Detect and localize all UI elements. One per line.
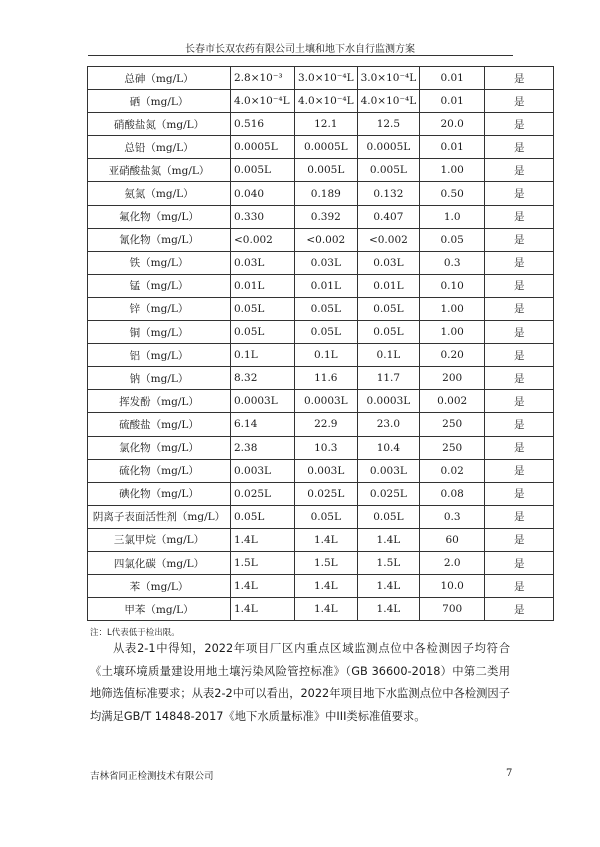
compliance-cell: 是 bbox=[485, 205, 554, 228]
value-cell: 1.4L bbox=[357, 598, 420, 621]
value-cell: 4.0×10⁻⁴L bbox=[231, 90, 295, 113]
indicator-cell: 阴离子表面活性剂（mg/L） bbox=[88, 505, 231, 528]
compliance-cell: 是 bbox=[485, 436, 554, 459]
value-cell: 0.0003L bbox=[295, 390, 358, 413]
value-cell: 1.5L bbox=[295, 551, 358, 574]
value-cell: 10.3 bbox=[295, 436, 358, 459]
footer-organization: 吉林省同正检测技术有限公司 bbox=[90, 771, 214, 782]
value-cell: 4.0×10⁻⁴L bbox=[295, 90, 358, 113]
value-cell: 1.0 bbox=[420, 205, 485, 228]
compliance-cell: 是 bbox=[485, 575, 554, 598]
value-cell: 0.03L bbox=[231, 251, 295, 274]
table-row bbox=[88, 205, 554, 228]
value-cell: 1.4L bbox=[357, 575, 420, 598]
value-cell: 1.5L bbox=[231, 551, 295, 574]
value-cell: 0.50 bbox=[420, 182, 485, 205]
value-cell: 0.05L bbox=[295, 321, 358, 344]
value-cell: 0.005L bbox=[357, 159, 420, 182]
compliance-cell: 是 bbox=[485, 551, 554, 574]
table-row bbox=[88, 251, 554, 274]
indicator-cell: 铁（mg/L） bbox=[88, 251, 231, 274]
table-row bbox=[88, 436, 554, 459]
table-row bbox=[88, 159, 554, 182]
value-cell: 0.0005L bbox=[231, 136, 295, 159]
value-cell: 1.4L bbox=[231, 575, 295, 598]
table-row bbox=[88, 274, 554, 297]
value-cell: 1.4L bbox=[295, 598, 358, 621]
value-cell: 0.392 bbox=[295, 205, 358, 228]
value-cell: 0.0005L bbox=[295, 136, 358, 159]
monitoring-results-table bbox=[87, 66, 554, 621]
indicator-cell: 铜（mg/L） bbox=[88, 321, 231, 344]
compliance-cell: 是 bbox=[485, 182, 554, 205]
value-cell: 8.32 bbox=[231, 367, 295, 390]
page-header: 长春市长双农药有限公司土壤和地下水自行监测方案 bbox=[185, 44, 415, 55]
table-row bbox=[88, 228, 554, 251]
value-cell: 10.0 bbox=[420, 575, 485, 598]
value-cell: 10.4 bbox=[357, 436, 420, 459]
indicator-cell: 氰化物（mg/L） bbox=[88, 228, 231, 251]
value-cell: 0.003L bbox=[295, 459, 358, 482]
compliance-cell: 是 bbox=[485, 344, 554, 367]
value-cell: 12.1 bbox=[295, 113, 358, 136]
value-cell: 0.01 bbox=[420, 67, 485, 90]
indicator-cell: 硫化物（mg/L） bbox=[88, 459, 231, 482]
value-cell: 11.7 bbox=[357, 367, 420, 390]
compliance-cell: 是 bbox=[485, 228, 554, 251]
value-cell: 3.0×10⁻⁴L bbox=[357, 67, 420, 90]
compliance-cell: 是 bbox=[485, 598, 554, 621]
table-row bbox=[88, 90, 554, 113]
table-row bbox=[88, 505, 554, 528]
value-cell: 0.005L bbox=[295, 159, 358, 182]
value-cell: 0.025L bbox=[295, 482, 358, 505]
table-row bbox=[88, 67, 554, 90]
value-cell: 0.20 bbox=[420, 344, 485, 367]
value-cell: 0.05L bbox=[295, 505, 358, 528]
value-cell: 6.14 bbox=[231, 413, 295, 436]
value-cell: 250 bbox=[420, 436, 485, 459]
value-cell: 0.01 bbox=[420, 136, 485, 159]
value-cell: 4.0×10⁻⁴L bbox=[357, 90, 420, 113]
indicator-cell: 硝酸盐氮（mg/L） bbox=[88, 113, 231, 136]
compliance-cell: 是 bbox=[485, 251, 554, 274]
value-cell: 0.08 bbox=[420, 482, 485, 505]
value-cell: 200 bbox=[420, 367, 485, 390]
indicator-cell: 氯化物（mg/L） bbox=[88, 436, 231, 459]
value-cell: 0.05L bbox=[357, 505, 420, 528]
value-cell: 0.005L bbox=[231, 159, 295, 182]
indicator-cell: 铝（mg/L） bbox=[88, 344, 231, 367]
indicator-cell: 甲苯（mg/L） bbox=[88, 598, 231, 621]
value-cell: 0.02 bbox=[420, 459, 485, 482]
indicator-cell: 锰（mg/L） bbox=[88, 274, 231, 297]
compliance-cell: 是 bbox=[485, 459, 554, 482]
compliance-cell: 是 bbox=[485, 159, 554, 182]
value-cell: 0.05L bbox=[231, 321, 295, 344]
value-cell: 1.4L bbox=[231, 528, 295, 551]
value-cell: 1.4L bbox=[231, 598, 295, 621]
value-cell: 3.0×10⁻⁴L bbox=[295, 67, 358, 90]
table-row bbox=[88, 113, 554, 136]
value-cell: 0.10 bbox=[420, 274, 485, 297]
table-row bbox=[88, 390, 554, 413]
indicator-cell: 苯（mg/L） bbox=[88, 575, 231, 598]
value-cell: 2.8×10⁻³ bbox=[231, 67, 295, 90]
value-cell: 12.5 bbox=[357, 113, 420, 136]
value-cell: 22.9 bbox=[295, 413, 358, 436]
value-cell: 0.0003L bbox=[231, 390, 295, 413]
compliance-cell: 是 bbox=[485, 67, 554, 90]
table-row bbox=[88, 528, 554, 551]
indicator-cell: 硒（mg/L） bbox=[88, 90, 231, 113]
value-cell: 0.0005L bbox=[357, 136, 420, 159]
table-note: 注：L代表低于检出限。 bbox=[90, 628, 180, 638]
indicator-cell: 钠（mg/L） bbox=[88, 367, 231, 390]
indicator-cell: 锌（mg/L） bbox=[88, 297, 231, 320]
indicator-cell: 氨氮（mg/L） bbox=[88, 182, 231, 205]
table-row bbox=[88, 136, 554, 159]
compliance-cell: 是 bbox=[485, 113, 554, 136]
compliance-cell: 是 bbox=[485, 390, 554, 413]
compliance-cell: 是 bbox=[485, 297, 554, 320]
indicator-cell: 碘化物（mg/L） bbox=[88, 482, 231, 505]
value-cell: 0.025L bbox=[357, 482, 420, 505]
value-cell: 0.0003L bbox=[357, 390, 420, 413]
compliance-cell: 是 bbox=[485, 90, 554, 113]
value-cell: 60 bbox=[420, 528, 485, 551]
value-cell: 0.1L bbox=[295, 344, 358, 367]
table-row bbox=[88, 182, 554, 205]
value-cell: 20.0 bbox=[420, 113, 485, 136]
value-cell: 1.00 bbox=[420, 297, 485, 320]
indicator-cell: 亚硝酸盐氮（mg/L） bbox=[88, 159, 231, 182]
indicator-cell: 四氯化碳（mg/L） bbox=[88, 551, 231, 574]
value-cell: 2.38 bbox=[231, 436, 295, 459]
value-cell: <0.002 bbox=[295, 228, 358, 251]
value-cell: 1.4L bbox=[357, 528, 420, 551]
value-cell: 0.05L bbox=[231, 505, 295, 528]
page-number: 7 bbox=[506, 768, 513, 779]
value-cell: 0.01L bbox=[231, 274, 295, 297]
compliance-cell: 是 bbox=[485, 528, 554, 551]
compliance-cell: 是 bbox=[485, 505, 554, 528]
compliance-cell: 是 bbox=[485, 367, 554, 390]
indicator-cell: 氟化物（mg/L） bbox=[88, 205, 231, 228]
indicator-cell: 硫酸盐（mg/L） bbox=[88, 413, 231, 436]
compliance-cell: 是 bbox=[485, 274, 554, 297]
table-row bbox=[88, 297, 554, 320]
compliance-cell: 是 bbox=[485, 136, 554, 159]
value-cell: 0.05L bbox=[295, 297, 358, 320]
compliance-cell: 是 bbox=[485, 482, 554, 505]
value-cell: 0.040 bbox=[231, 182, 295, 205]
value-cell: 0.05L bbox=[357, 297, 420, 320]
value-cell: 0.05L bbox=[357, 321, 420, 344]
table-row bbox=[88, 575, 554, 598]
value-cell: 0.516 bbox=[231, 113, 295, 136]
table-row bbox=[88, 321, 554, 344]
value-cell: 700 bbox=[420, 598, 485, 621]
value-cell: 0.1L bbox=[357, 344, 420, 367]
value-cell: 1.00 bbox=[420, 159, 485, 182]
value-cell: 2.0 bbox=[420, 551, 485, 574]
value-cell: 1.4L bbox=[295, 528, 358, 551]
value-cell: 1.5L bbox=[357, 551, 420, 574]
table-row bbox=[88, 482, 554, 505]
value-cell: 23.0 bbox=[357, 413, 420, 436]
value-cell: 0.025L bbox=[231, 482, 295, 505]
value-cell: 0.1L bbox=[231, 344, 295, 367]
table-row bbox=[88, 367, 554, 390]
indicator-cell: 总铅（mg/L） bbox=[88, 136, 231, 159]
header-divider bbox=[88, 55, 513, 56]
value-cell: 0.03L bbox=[295, 251, 358, 274]
value-cell: 0.05 bbox=[420, 228, 485, 251]
value-cell: 0.002 bbox=[420, 390, 485, 413]
value-cell: 0.3 bbox=[420, 251, 485, 274]
compliance-cell: 是 bbox=[485, 413, 554, 436]
value-cell: 0.05L bbox=[231, 297, 295, 320]
table-row bbox=[88, 344, 554, 367]
indicator-cell: 挥发酚（mg/L） bbox=[88, 390, 231, 413]
value-cell: <0.002 bbox=[231, 228, 295, 251]
value-cell: 0.003L bbox=[231, 459, 295, 482]
value-cell: 0.003L bbox=[357, 459, 420, 482]
indicator-cell: 总砷（mg/L） bbox=[88, 67, 231, 90]
value-cell: 250 bbox=[420, 413, 485, 436]
table-row bbox=[88, 459, 554, 482]
indicator-cell: 三氯甲烷（mg/L） bbox=[88, 528, 231, 551]
value-cell: 0.407 bbox=[357, 205, 420, 228]
value-cell: 0.132 bbox=[357, 182, 420, 205]
table-row bbox=[88, 413, 554, 436]
table-row bbox=[88, 551, 554, 574]
value-cell: 11.6 bbox=[295, 367, 358, 390]
value-cell: 1.4L bbox=[295, 575, 358, 598]
value-cell: 0.330 bbox=[231, 205, 295, 228]
value-cell: 0.189 bbox=[295, 182, 358, 205]
value-cell: 0.3 bbox=[420, 505, 485, 528]
value-cell: 0.01L bbox=[295, 274, 358, 297]
value-cell: 0.01 bbox=[420, 90, 485, 113]
value-cell: 1.00 bbox=[420, 321, 485, 344]
value-cell: <0.002 bbox=[357, 228, 420, 251]
conclusion-paragraph: 从表2-1中得知，2022年项目厂区内重点区域监测点位中各检测因子均符合《土壤环境质量建设用地土壤污染风险管控标准》（GB 36600-2018）中第二类用地筛选值标准要求；从表2-2中可以看出，2022年项目地下水监测点位中各检测因子均满足GB/T 14848-2017《地下水质量标准》中III类标准值要求。 bbox=[90, 642, 511, 723]
value-cell: 0.01L bbox=[357, 274, 420, 297]
value-cell: 0.03L bbox=[357, 251, 420, 274]
compliance-cell: 是 bbox=[485, 321, 554, 344]
table-row bbox=[88, 598, 554, 621]
